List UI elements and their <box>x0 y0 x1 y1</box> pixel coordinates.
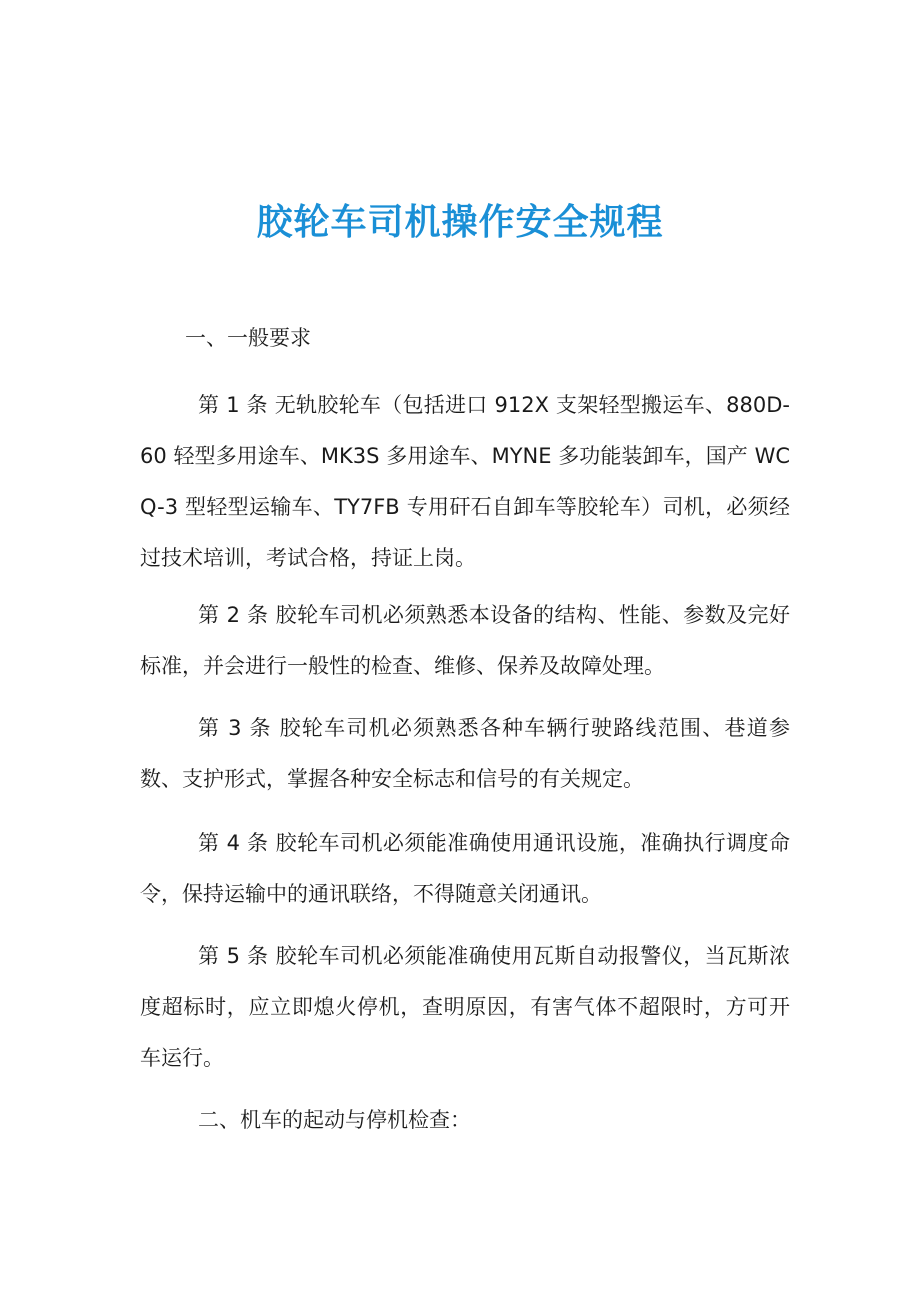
document-title: 胶轮车司机操作安全规程 <box>256 202 664 243</box>
article-5-paragraph: 第 5 条 胶轮车司机必须能准确使用瓦斯自动报警仪，当瓦斯浓度超标时，应立即熄火停机，查明原因，有害气体不超限时，方可开车运行。 <box>140 944 790 1070</box>
article-4-paragraph: 第 4 条 胶轮车司机必须能准确使用通讯设施，准确执行调度命令，保持运输中的通讯联络，不得随意关闭通讯。 <box>140 831 790 906</box>
section-heading-general-requirements: 一、一般要求 <box>185 326 311 350</box>
section-heading-start-stop-check: 二、机车的起动与停机检查： <box>198 1108 471 1132</box>
article-3-paragraph: 第 3 条 胶轮车司机必须熟悉各种车辆行驶路线范围、巷道参数、支护形式，掌握各种安全标志和信号的有关规定。 <box>140 716 790 791</box>
article-2-paragraph: 第 2 条 胶轮车司机必须熟悉本设备的结构、性能、参数及完好标准，并会进行一般性的检查、维修、保养及故障处理。 <box>140 603 790 678</box>
article-1-paragraph: 第 1 条 无轨胶轮车（包括进口 912X 支架轻型搬运车、880D-60 轻型多用途车、MK3S 多用途车、MYNE 多功能装卸车，国产 WCQ-3 型轻型运输车、TY7FB 专用矸石自卸车等胶轮车）司机，必须经过技术培训，考试合格，持证上岗。 <box>140 393 790 570</box>
